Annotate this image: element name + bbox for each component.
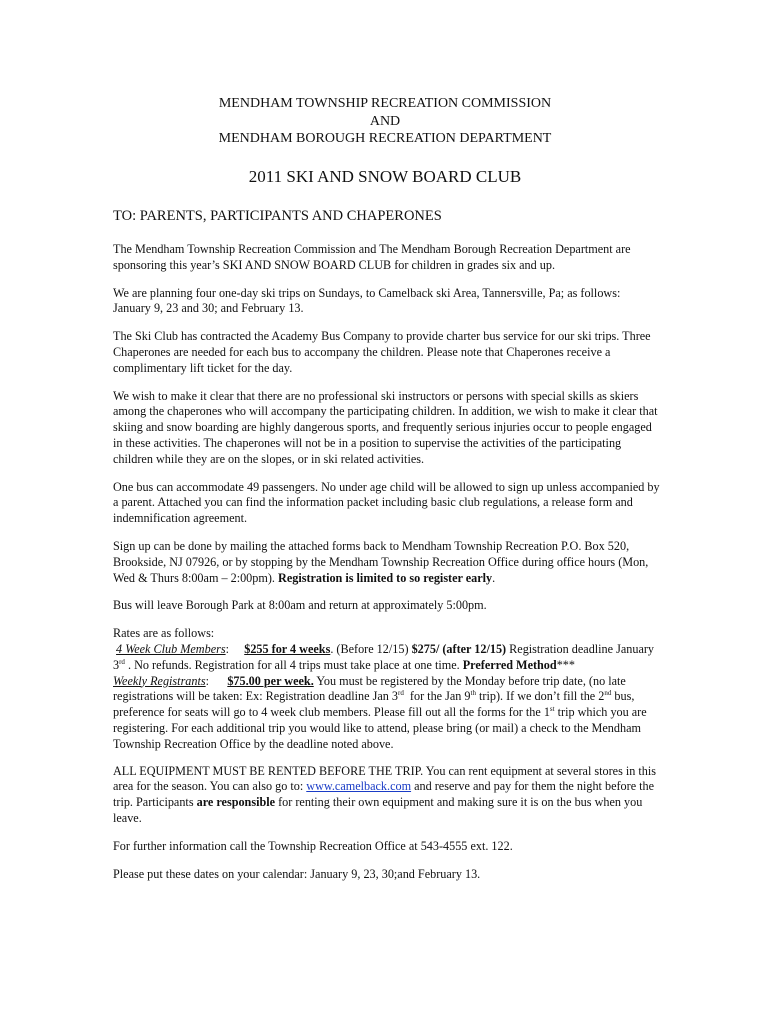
paragraph-equipment	[113, 764, 660, 827]
paragraph-rates	[113, 626, 660, 752]
equipment-text-1: ALL EQUIPMENT MUST BE RENTED BEFORE THE TRIP. You can rent equipment at several stores in this area for the season. You can also go to:	[113, 763, 656, 794]
paragraph-bus-capacity: One bus can accommodate 49 passengers. No under age child will be allowed to sign up unless accompanied by a parent. Attached you can find the information packet including basic club regulations, a release form and indemnification agreement.	[113, 479, 660, 526]
responsibility-emphasis: are responsible	[196, 795, 276, 810]
weekly-text-3: trip). If we don’t fill the 2	[475, 689, 605, 704]
weekly-text-5: trip which you are registering. For each additional trip you would like to attend, please bring (or mail) a check to the Mendham Township Recreation Office by the deadline noted above.	[113, 705, 647, 751]
club-before-text: . (Before 12/15)	[330, 641, 412, 656]
club-price-after: $275/ (after 12/15)	[411, 641, 507, 656]
header-line-and: AND	[369, 113, 401, 129]
paragraph-safety-disclaimer: We wish to make it clear that there are no professional ski instructors or persons with special skills as skiers among the chaperones who will accompany the participating children. In addition, we wish to make it clear that skiing and snow boarding are highly dangerous sports, and frequently serious injuries occur to people engaged in these activities. The chaperones will not be in a position to supervise the activities of the participating children while they are on the slopes, or in ski related activities.	[113, 388, 658, 466]
paragraph-bus-chaperones: The Ski Club has contracted the Academy Bus Company to provide charter bus service for our ski trips. Three Chaperones are needed for each bus to accompany the children. Please note that Chaperones receive a complimentary lift ticket for the day.	[113, 329, 651, 375]
letter-body	[113, 242, 660, 894]
letter-header	[0, 95, 770, 148]
paragraph-sign-up	[113, 539, 660, 586]
weekly-sup-4: st	[549, 705, 555, 714]
sign-up-period: .	[492, 570, 496, 585]
paragraph-bus-schedule: Bus will leave Borough Park at 8:00am and return at approximately 5:00pm.	[113, 598, 487, 613]
addressee-line: TO: PARENTS, PARTICIPANTS AND CHAPERONES	[113, 208, 442, 224]
club-refund-text: . No refunds. Registration for all 4 trips must take place at one time.	[124, 657, 463, 672]
equipment-text-2: and reserve and pay for them the night before the trip. Participants	[113, 779, 655, 810]
weekly-text-4: bus, preference for seats will go to 4 week club members. Please fill out all the forms for the 1	[113, 689, 635, 720]
header-line-commission: MENDHAM TOWNSHIP RECREATION COMMISSION	[218, 96, 552, 111]
registration-limited-notice: Registration is limited to so register early	[278, 570, 493, 585]
preferred-stars: ***	[556, 657, 575, 672]
paragraph-contact-info: For further information call the Township Recreation Office at 543-4555 ext. 122.	[113, 838, 513, 853]
sign-up-text: Sign up can be done by mailing the attached forms back to Mendham Township Recreation P.O. Box 520, Brookside, NJ 07926, or by stopping by the Mendham Township Recreation Office during office hours (Mon, Wed & Thurs 8:00am – 2:00pm).	[113, 538, 649, 585]
weekly-sup-1: rd	[397, 689, 404, 698]
weekly-sup-3: nd	[604, 689, 612, 698]
preferred-method: Preferred Method	[462, 657, 557, 672]
equipment-text-3: for renting their own equipment and making sure it is on the bus when you leave.	[113, 795, 643, 825]
club-title: 2011 SKI AND SNOW BOARD CLUB	[248, 167, 522, 186]
paragraph-calendar-dates: Please put these dates on your calendar: January 9, 23, 30;and February 13.	[113, 866, 481, 881]
club-price: $255 for 4 weeks	[244, 641, 331, 656]
club-colon: :	[225, 641, 245, 656]
weekly-sup-2: th	[470, 689, 476, 698]
club-deadline-sup: rd	[119, 657, 125, 666]
club-members-label: 4 Week Club Members	[116, 641, 226, 656]
camelback-link[interactable]: www.camelback.com	[306, 779, 412, 794]
paragraph-sponsors: The Mendham Township Recreation Commission and The Mendham Borough Recreation Department are sponsoring this year’s SKI AND SNOW BOARD CLUB for children in grades six and up.	[113, 242, 631, 272]
club-deadline-text: Registration deadline January 3	[113, 641, 655, 672]
weekly-text-1: You must be registered by the Monday before trip date, (no late registrations will be taken: Ex: Registration deadline Jan 3	[113, 673, 626, 704]
weekly-text-2: for the Jan 9	[403, 689, 471, 704]
header-line-department: MENDHAM BOROUGH RECREATION DEPARTMENT	[218, 131, 552, 146]
rates-intro: Rates are as follows:	[113, 626, 215, 641]
weekly-registrants-label: Weekly Registrants	[113, 673, 206, 688]
paragraph-trip-dates: We are planning four one-day ski trips on Sundays, to Camelback ski Area, Tannersville, Pa; as follows: January 9, 23 and 30; and February 13.	[113, 285, 621, 316]
weekly-price: $75.00 per week.	[227, 673, 314, 688]
weekly-colon: :	[205, 673, 228, 688]
